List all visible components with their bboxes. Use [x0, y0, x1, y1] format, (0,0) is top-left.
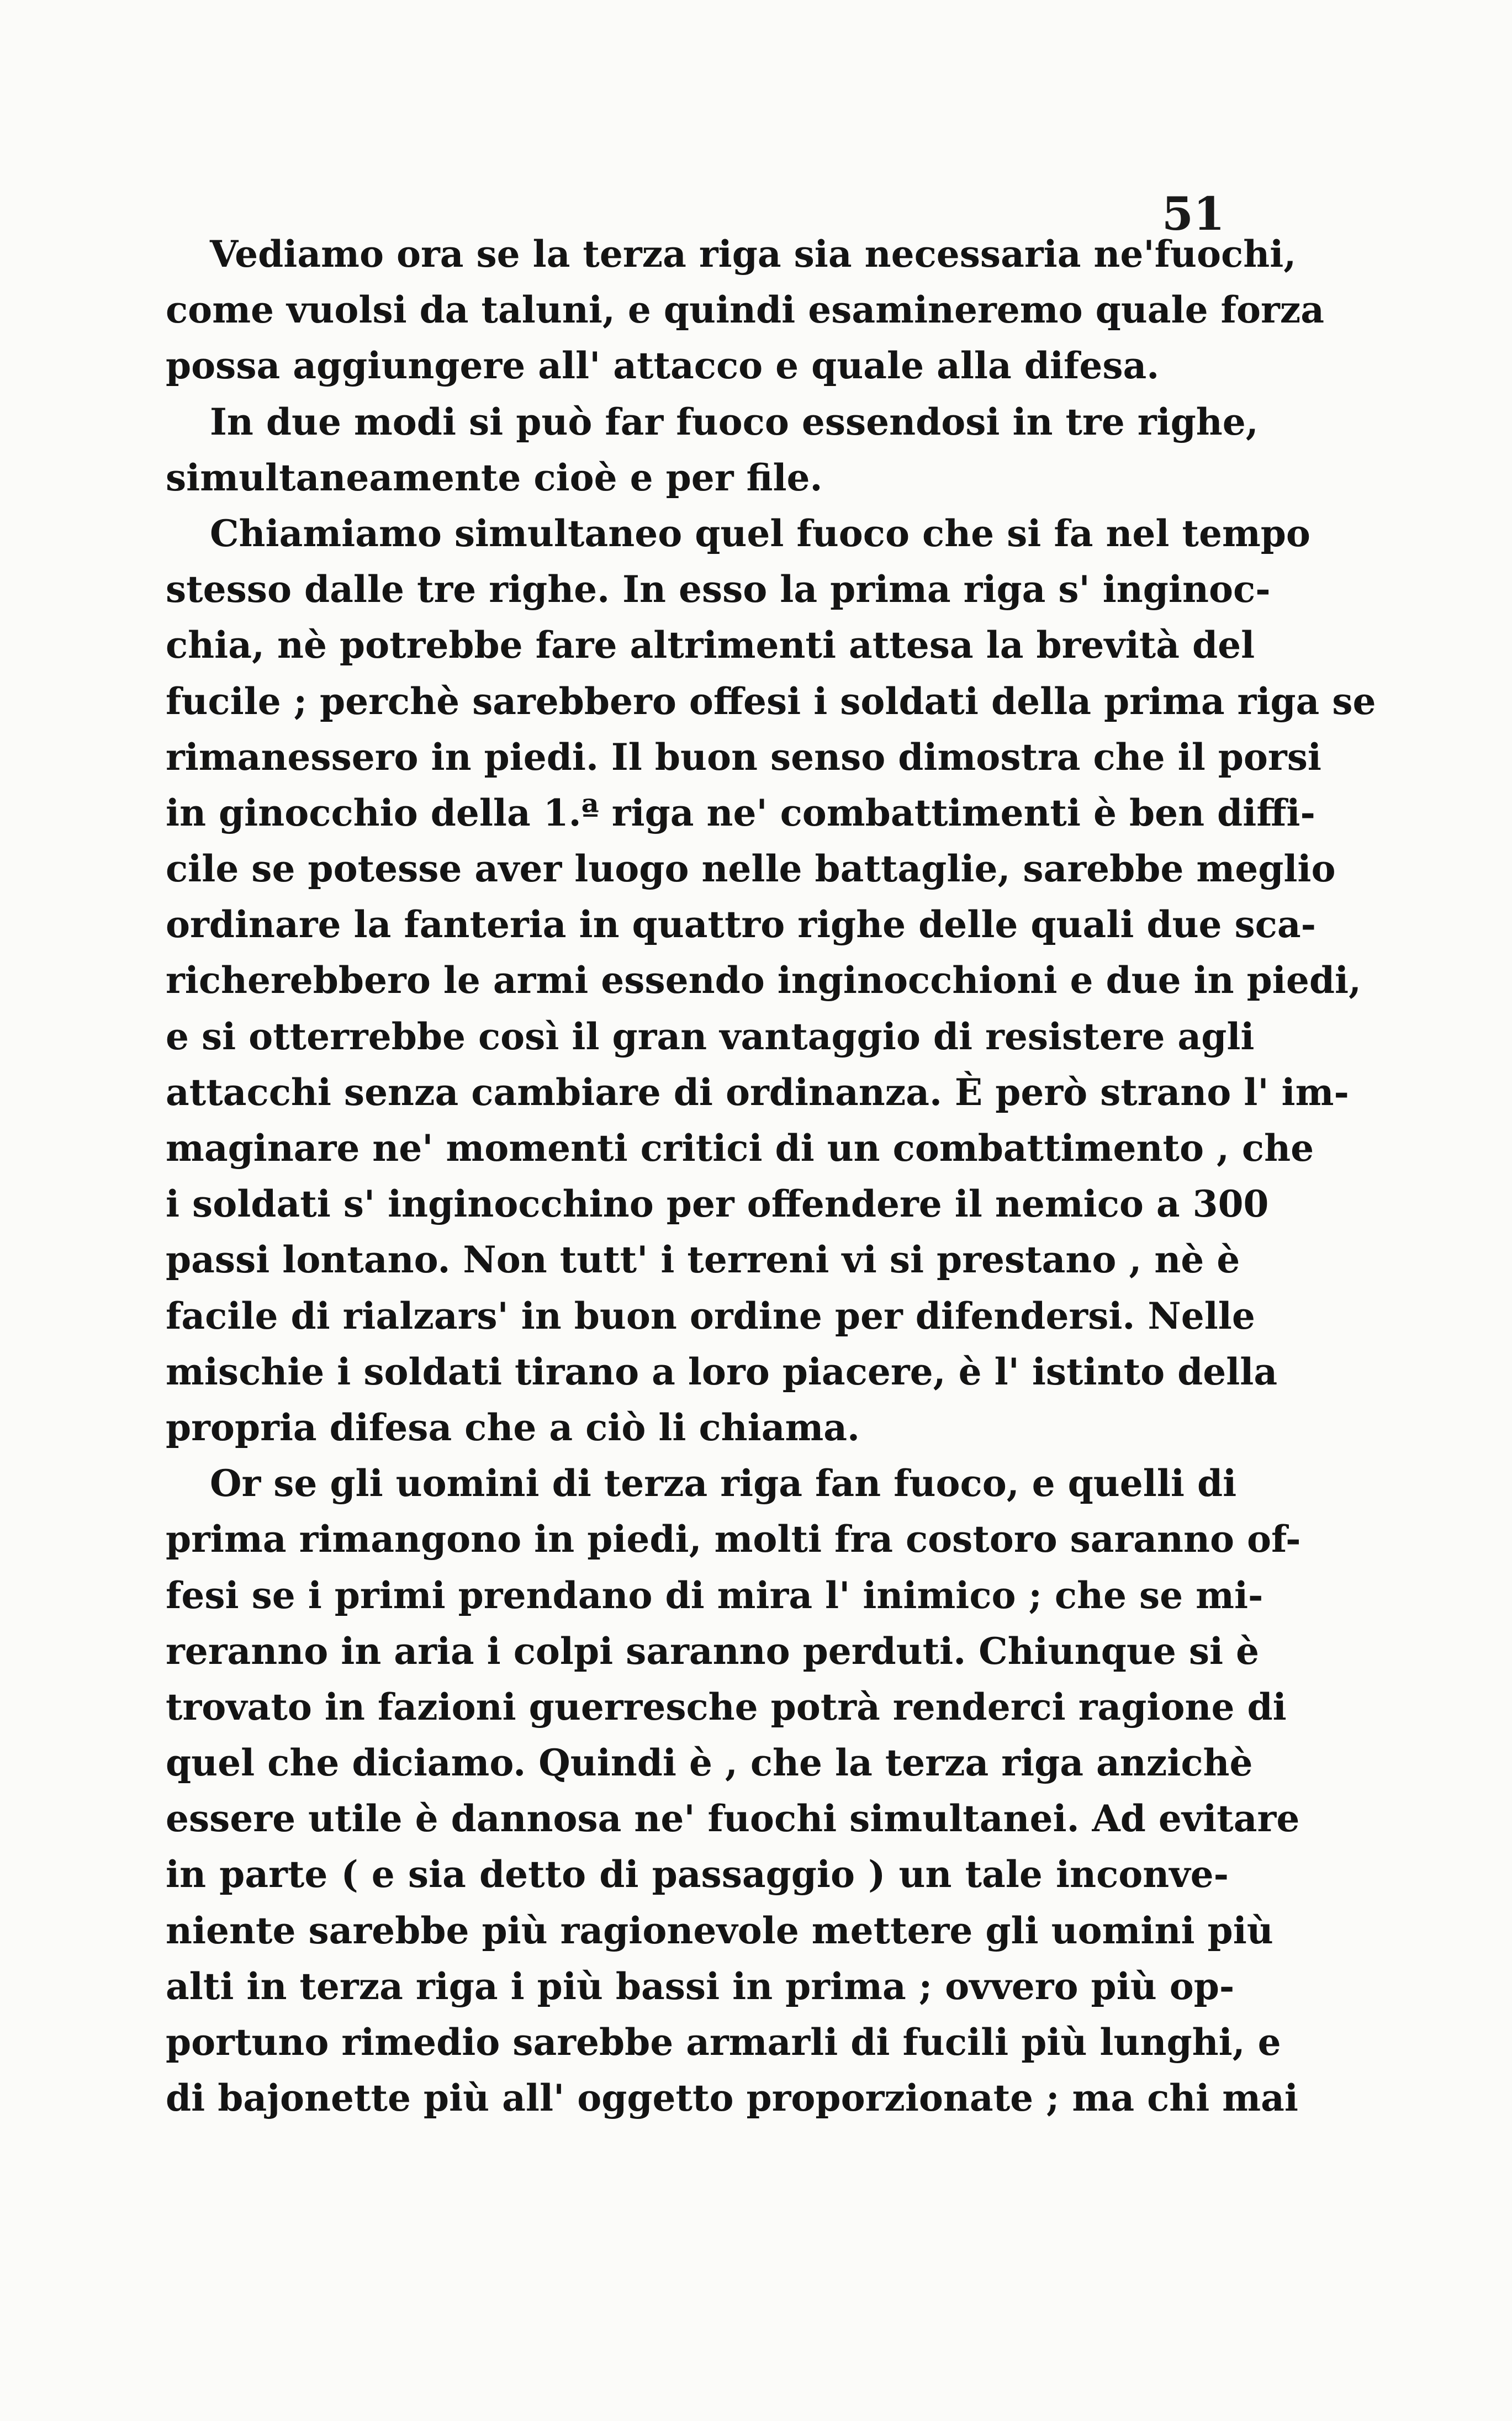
- text-line: prima rimangono in piedi, molti fra costoro saranno of-: [166, 1518, 1301, 1561]
- text-line: fucile ; perchè sarebbero offesi i soldati della prima riga se: [166, 679, 1376, 723]
- text-line: propria difesa che a ciò li chiama.: [166, 1405, 860, 1449]
- text-line: possa aggiungere all' attacco e quale alla difesa.: [166, 344, 1160, 388]
- text-line: alti in terza riga i più bassi in prima ; ovvero più op-: [166, 1964, 1235, 2008]
- text-line: Vediamo ora se la terza riga sia necessaria ne'fuochi,: [210, 232, 1297, 276]
- text-line: simultaneamente cioè e per file.: [166, 456, 823, 499]
- text-line: in parte ( e sia detto di passaggio ) un tale inconve-: [166, 1853, 1229, 1896]
- body-text: [166, 226, 1376, 2126]
- text-line: chia, nè potrebbe fare altrimenti attesa la brevità del: [166, 623, 1255, 667]
- text-line: niente sarebbe più ragionevole mettere gli uomini più: [166, 1909, 1273, 1952]
- text-line: rimanessero in piedi. Il buon senso dimostra che il porsi: [166, 735, 1321, 779]
- text-line: come vuolsi da taluni, e quindi esamineremo quale forza: [166, 288, 1324, 332]
- text-line: facile di rialzars' in buon ordine per difendersi. Nelle: [166, 1294, 1255, 1338]
- text-line: stesso dalle tre righe. In esso la prima riga s' inginoc-: [166, 568, 1271, 611]
- text-line: Or se gli uomini di terza riga fan fuoco, e quelli di: [210, 1462, 1237, 1505]
- text-line: fesi se i primi prendano di mira l' inimico ; che se mi-: [166, 1573, 1263, 1617]
- text-line: quel che diciamo. Quindi è , che la terza riga anzichè: [166, 1741, 1253, 1785]
- text-line: ordinare la fanteria in quattro righe delle quali due sca-: [166, 903, 1317, 947]
- text-line: di bajonette più all' oggetto proporzionate ; ma chi mai: [166, 2076, 1298, 2120]
- page-number: 51: [1161, 188, 1225, 241]
- text-line: portuno rimedio sarebbe armarli di fucili più lunghi, e: [166, 2021, 1281, 2064]
- text-line: i soldati s' inginocchino per offendere il nemico a 300: [166, 1182, 1269, 1226]
- text-line: essere utile è dannosa ne' fuochi simultanei. Ad evitare: [166, 1797, 1300, 1841]
- text-line: attacchi senza cambiare di ordinanza. È però strano l' im-: [166, 1070, 1349, 1114]
- text-line: trovato in fazioni guerresche potrà renderci ragione di: [166, 1685, 1287, 1728]
- text-line: cile se potesse aver luogo nelle battaglie, sarebbe meglio: [166, 847, 1336, 891]
- text-line: In due modi si può far fuoco essendosi in tre righe,: [210, 400, 1259, 443]
- text-line: mischie i soldati tirano a loro piacere, è l' istinto della: [166, 1350, 1278, 1393]
- text-line: maginare ne' momenti critici di un combattimento , che: [166, 1127, 1314, 1170]
- text-line: Chiamiamo simultaneo quel fuoco che si fa nel tempo: [210, 511, 1310, 555]
- text-line: richerebbero le armi essendo inginocchioni e due in piedi,: [166, 959, 1362, 1002]
- text-line: in ginocchio della 1.ª riga ne' combattimenti è ben diffi-: [166, 791, 1315, 834]
- text-line: passi lontano. Non tutt' i terreni vi si prestano , nè è: [166, 1238, 1240, 1282]
- text-line: e si otterrebbe così il gran vantaggio di resistere agli: [166, 1014, 1255, 1058]
- text-line: reranno in aria i colpi saranno perduti. Chiunque si è: [166, 1629, 1260, 1673]
